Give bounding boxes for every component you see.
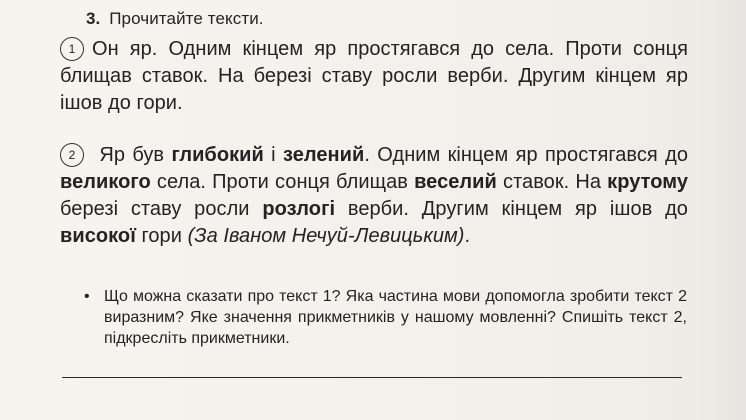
adjective-highlight: високої <box>60 225 136 247</box>
text-2-segment: села. Проти сонця блищав <box>150 171 415 193</box>
adjective-highlight: глибокий <box>171 144 264 166</box>
text-1-content: Он яр. Одним кінцем яр простягався до села. Проти сонця блищав ставок. На березі ставу росли верби. Другим кінцем яр ішов до гори. <box>60 38 688 114</box>
question-text: Що можна сказати про текст 1? Яка частина мови допомогла зробити текст 2 виразним? Яке значення прикметників у нашому мовленні? Спишіть текст 2, підкресліть прикметники. <box>104 288 687 347</box>
adjective-highlight: крутому <box>607 171 688 193</box>
text-2-segment: ставок. На <box>496 171 608 193</box>
task-header <box>86 8 264 30</box>
adjective-highlight: розлогі <box>262 198 336 220</box>
text-2-segment: верби. Другим кінцем яр ішов до <box>335 198 688 220</box>
text-2-end: . <box>464 225 471 247</box>
text-2-number-marker: 2 <box>60 143 84 167</box>
adjective-highlight: зелений <box>282 144 365 166</box>
page-edge-shadow <box>698 0 746 420</box>
text-1 <box>60 36 688 117</box>
text-2 <box>60 142 688 250</box>
adjective-highlight: веселий <box>414 171 497 193</box>
text-2-segment: . Одним кінцем яр простягався до <box>364 144 689 166</box>
question-bullet: • <box>84 288 90 305</box>
text-2-segment: березі ставу росли <box>60 198 263 220</box>
task-instruction: Прочитайте тексти. <box>109 9 264 28</box>
text-2-segment: Яр був <box>99 144 172 166</box>
answer-line <box>62 377 682 378</box>
text-2-segment: гори <box>135 225 188 247</box>
text-2-segment: і <box>263 144 283 166</box>
adjective-highlight: великого <box>60 171 151 193</box>
text-1-number-marker: 1 <box>60 37 84 61</box>
task-number: 3. <box>86 9 101 28</box>
text-2-source: (За Іваном Нечуй-Левицьким) <box>187 225 465 247</box>
